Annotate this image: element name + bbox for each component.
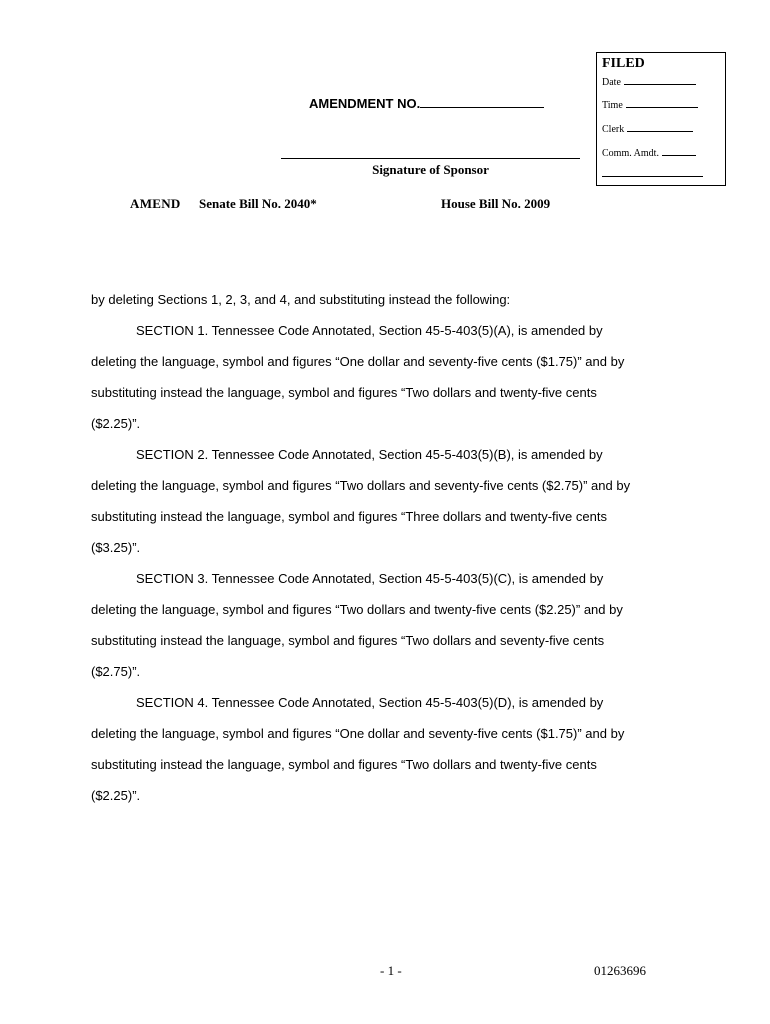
body-line: ($2.25)”. <box>91 416 141 431</box>
filed-field-label: Time <box>602 100 623 111</box>
body-line: deleting the language, symbol and figures “One dollar and seventy-five cents ($1.75)” and by <box>91 354 625 369</box>
house-bill-number: House Bill No. 2009 <box>441 196 551 211</box>
body-line: substituting instead the language, symbol and figures “Two dollars and twenty-five cents <box>91 385 597 400</box>
signature-line <box>281 158 580 159</box>
filed-field-label: Clerk <box>602 124 625 135</box>
body-line: ($2.75)”. <box>91 664 141 679</box>
section-4-heading: SECTION 4. Tennessee Code Annotated, Section 45-5-403(5)(D), is amended by <box>136 695 604 710</box>
filed-field-clerk <box>602 122 693 135</box>
senate-bill-number: Senate Bill No. 2040* <box>199 196 317 211</box>
filed-field-date <box>602 75 696 88</box>
body-line: by deleting Sections 1, 2, 3, and 4, and substituting instead the following: <box>91 292 511 307</box>
body-line: deleting the language, symbol and figures “Two dollars and seventy-five cents ($2.75)” and by <box>91 478 631 493</box>
body-line: deleting the language, symbol and figures “Two dollars and twenty-five cents ($2.25)” and by <box>91 602 623 617</box>
amendment-title <box>309 96 544 111</box>
blank-line <box>626 98 698 108</box>
amendment-title-text: AMENDMENT NO. <box>309 96 421 111</box>
document-number: 01263696 <box>594 963 646 978</box>
body-line: ($3.25)”. <box>91 540 141 555</box>
body-line: deleting the language, symbol and figures “One dollar and seventy-five cents ($1.75)” and by <box>91 726 625 741</box>
blank-line <box>602 167 703 177</box>
body-line: ($2.25)”. <box>91 788 141 803</box>
filed-field-label: Comm. Amdt. <box>602 148 659 159</box>
body-line: substituting instead the language, symbol and figures “Three dollars and twenty-five cents <box>91 509 607 524</box>
body-line: substituting instead the language, symbol and figures “Two dollars and twenty-five cents <box>91 757 597 772</box>
section-3-heading: SECTION 3. Tennessee Code Annotated, Section 45-5-403(5)(C), is amended by <box>136 571 604 586</box>
filed-field-time <box>602 98 698 111</box>
amend-label: AMEND <box>130 196 181 211</box>
filed-field-label: Date <box>602 77 621 88</box>
section-1-heading: SECTION 1. Tennessee Code Annotated, Section 45-5-403(5)(A), is amended by <box>136 323 603 338</box>
signature-label: Signature of Sponsor <box>372 162 489 177</box>
filed-field-comm-amdt <box>602 146 696 159</box>
section-2-heading: SECTION 2. Tennessee Code Annotated, Section 45-5-403(5)(B), is amended by <box>136 447 603 462</box>
filed-extra-line <box>602 167 703 180</box>
page-number: - 1 - <box>380 963 402 978</box>
blank-line <box>624 75 696 85</box>
body-line: substituting instead the language, symbol and figures “Two dollars and seventy-five cents <box>91 633 605 648</box>
amendment-number-blank <box>420 96 544 108</box>
filed-stamp-box <box>596 52 726 186</box>
filed-title: FILED <box>602 56 645 71</box>
blank-line <box>662 146 696 156</box>
blank-line <box>627 122 693 132</box>
